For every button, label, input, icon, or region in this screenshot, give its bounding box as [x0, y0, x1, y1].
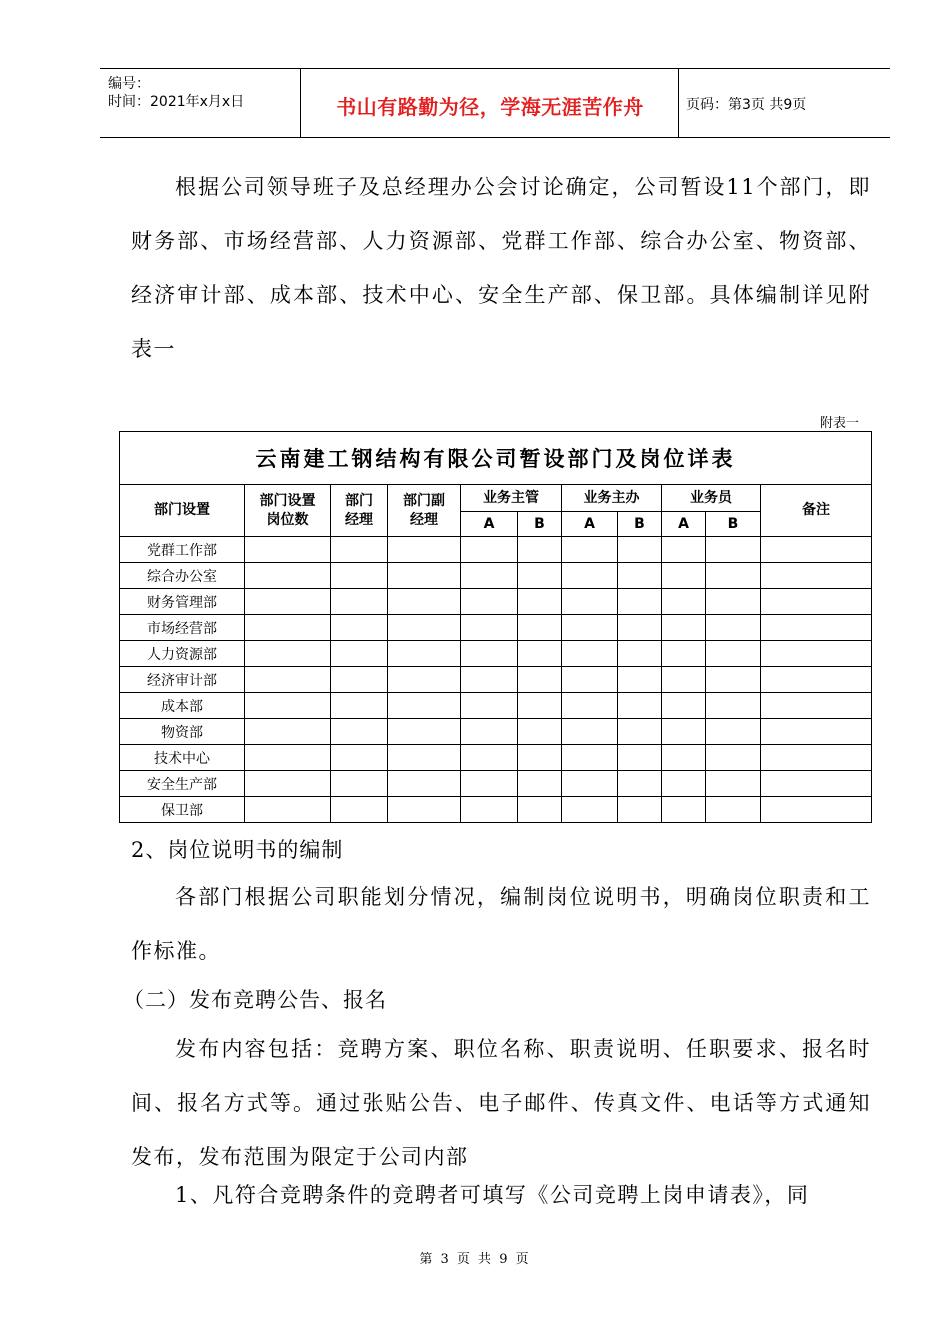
- empty-cell: [662, 537, 706, 563]
- header-manager-line2: 经理: [345, 511, 373, 528]
- page-footer: 第 3 页 共 9 页: [419, 1252, 531, 1267]
- empty-cell: [245, 667, 331, 693]
- empty-cell: [388, 745, 461, 771]
- header-remark: 备注: [761, 485, 872, 537]
- header-sub-a: A: [461, 512, 518, 537]
- empty-cell: [518, 589, 562, 615]
- empty-cell: [461, 745, 518, 771]
- dept-name-cell: 财务管理部: [120, 589, 245, 615]
- empty-cell: [562, 719, 618, 745]
- intro-paragraph: 根据公司领导班子及总经理办公会讨论确定，公司暂设11个部门，即财务部、市场经营部、人力资源部、党群工作部、综合办公室、物资部、经济审计部、成本部、技术中心、安全生产部、保卫部。具体编制详见附表一: [131, 175, 871, 361]
- table-row: [120, 745, 872, 771]
- empty-cell: [761, 563, 872, 589]
- header-divider: [678, 69, 679, 137]
- empty-cell: [618, 797, 662, 823]
- header-deputy-line1: 部门副: [403, 492, 445, 509]
- table-row: [120, 693, 872, 719]
- empty-cell: [461, 667, 518, 693]
- empty-cell: [761, 693, 872, 719]
- empty-cell: [562, 693, 618, 719]
- page-header: [100, 68, 890, 138]
- empty-cell: [618, 641, 662, 667]
- empty-cell: [618, 693, 662, 719]
- dept-name-cell: 保卫部: [120, 797, 245, 823]
- empty-cell: [562, 537, 618, 563]
- table-row: [120, 771, 872, 797]
- section-b-item-1: 1、凡符合竞聘条件的竞聘者可填写《公司竞聘上岗申请表》，同: [175, 1183, 810, 1207]
- header-sub-b: B: [518, 512, 562, 537]
- header-manager-line1: 部门: [345, 492, 373, 509]
- empty-cell: [331, 667, 388, 693]
- empty-cell: [706, 771, 761, 797]
- empty-cell: [662, 771, 706, 797]
- empty-cell: [245, 745, 331, 771]
- empty-cell: [562, 589, 618, 615]
- header-sub-b: B: [706, 512, 761, 537]
- empty-cell: [761, 797, 872, 823]
- empty-cell: [618, 537, 662, 563]
- empty-cell: [388, 589, 461, 615]
- empty-cell: [706, 693, 761, 719]
- table-row: [120, 537, 872, 563]
- empty-cell: [706, 667, 761, 693]
- table-row: [120, 667, 872, 693]
- empty-cell: [518, 771, 562, 797]
- empty-cell: [618, 745, 662, 771]
- table-row: [120, 589, 872, 615]
- section-b-paragraph: 发布内容包括：竞聘方案、职位名称、职责说明、任职要求、报名时间、报名方式等。通过张贴公告、电子邮件、传真文件、电话等方式通知发布，发布范围为限定于公司内部: [131, 1037, 871, 1169]
- empty-cell: [245, 797, 331, 823]
- section-2-paragraph: 各部门根据公司职能划分情况，编制岗位说明书，明确岗位职责和工作标准。: [131, 885, 871, 963]
- empty-cell: [518, 667, 562, 693]
- empty-cell: [331, 693, 388, 719]
- empty-cell: [518, 693, 562, 719]
- empty-cell: [761, 615, 872, 641]
- header-position-count-line1: 部门设置: [259, 492, 316, 509]
- empty-cell: [618, 615, 662, 641]
- header-officer: 业务主办: [562, 485, 662, 512]
- empty-cell: [461, 641, 518, 667]
- empty-cell: [518, 615, 562, 641]
- empty-cell: [618, 667, 662, 693]
- table-title: 云南建工钢结构有限公司暂设部门及岗位详表: [120, 432, 872, 485]
- empty-cell: [331, 589, 388, 615]
- dept-name-cell: 安全生产部: [120, 771, 245, 797]
- empty-cell: [618, 719, 662, 745]
- empty-cell: [388, 641, 461, 667]
- header-position-count-line2: 岗位数: [266, 511, 309, 528]
- empty-cell: [706, 563, 761, 589]
- table-row: [120, 797, 872, 823]
- empty-cell: [461, 589, 518, 615]
- empty-cell: [331, 797, 388, 823]
- header-manager: [331, 485, 388, 537]
- empty-cell: [245, 615, 331, 641]
- empty-cell: [461, 693, 518, 719]
- empty-cell: [245, 589, 331, 615]
- department-table: [119, 431, 872, 823]
- header-page-number: 页码：第3页 共9页: [686, 97, 807, 113]
- empty-cell: [618, 589, 662, 615]
- dept-name-cell: 人力资源部: [120, 641, 245, 667]
- header-sub-a: A: [662, 512, 706, 537]
- empty-cell: [562, 563, 618, 589]
- empty-cell: [245, 693, 331, 719]
- empty-cell: [662, 589, 706, 615]
- header-dept: 部门设置: [120, 485, 245, 537]
- empty-cell: [761, 771, 872, 797]
- empty-cell: [706, 719, 761, 745]
- empty-cell: [388, 615, 461, 641]
- empty-cell: [461, 797, 518, 823]
- empty-cell: [331, 771, 388, 797]
- empty-cell: [331, 615, 388, 641]
- attachment-note: 附表一: [820, 416, 860, 431]
- empty-cell: [331, 641, 388, 667]
- dept-name-cell: 综合办公室: [120, 563, 245, 589]
- empty-cell: [761, 537, 872, 563]
- table-row: [120, 615, 872, 641]
- empty-cell: [706, 537, 761, 563]
- table-row: [120, 719, 872, 745]
- dept-name-cell: 成本部: [120, 693, 245, 719]
- header-motto: 书山有路勤为径，学海无涯苦作舟: [336, 95, 644, 119]
- dept-name-cell: 党群工作部: [120, 537, 245, 563]
- empty-cell: [618, 771, 662, 797]
- empty-cell: [518, 719, 562, 745]
- empty-cell: [245, 641, 331, 667]
- empty-cell: [518, 797, 562, 823]
- empty-cell: [662, 667, 706, 693]
- empty-cell: [562, 615, 618, 641]
- document-time-label: 时间：2021年x月x日: [108, 94, 245, 110]
- empty-cell: [662, 615, 706, 641]
- header-deputy-line2: 经理: [410, 511, 438, 528]
- empty-cell: [761, 667, 872, 693]
- empty-cell: [662, 641, 706, 667]
- empty-cell: [245, 771, 331, 797]
- empty-cell: [562, 797, 618, 823]
- empty-cell: [331, 745, 388, 771]
- table-body: [120, 537, 872, 823]
- header-staff: 业务员: [662, 485, 761, 512]
- empty-cell: [562, 667, 618, 693]
- empty-cell: [706, 589, 761, 615]
- empty-cell: [706, 615, 761, 641]
- header-position-count: [245, 485, 331, 537]
- empty-cell: [662, 693, 706, 719]
- empty-cell: [562, 745, 618, 771]
- empty-cell: [662, 563, 706, 589]
- empty-cell: [706, 745, 761, 771]
- empty-cell: [618, 563, 662, 589]
- empty-cell: [706, 797, 761, 823]
- document-number-label: 编号：: [108, 76, 150, 92]
- empty-cell: [761, 589, 872, 615]
- empty-cell: [562, 771, 618, 797]
- empty-cell: [388, 537, 461, 563]
- empty-cell: [388, 771, 461, 797]
- empty-cell: [245, 563, 331, 589]
- empty-cell: [245, 719, 331, 745]
- dept-name-cell: 物资部: [120, 719, 245, 745]
- empty-cell: [518, 537, 562, 563]
- empty-cell: [461, 615, 518, 641]
- empty-cell: [331, 719, 388, 745]
- empty-cell: [518, 563, 562, 589]
- empty-cell: [461, 537, 518, 563]
- empty-cell: [388, 693, 461, 719]
- table-row: [120, 563, 872, 589]
- dept-name-cell: 经济审计部: [120, 667, 245, 693]
- header-sub-a: A: [562, 512, 618, 537]
- dept-name-cell: 技术中心: [120, 745, 245, 771]
- empty-cell: [388, 797, 461, 823]
- empty-cell: [388, 667, 461, 693]
- empty-cell: [461, 719, 518, 745]
- header-divider: [300, 69, 301, 137]
- empty-cell: [388, 719, 461, 745]
- empty-cell: [245, 537, 331, 563]
- empty-cell: [662, 797, 706, 823]
- table-row: [120, 641, 872, 667]
- header-sub-b: B: [618, 512, 662, 537]
- empty-cell: [331, 537, 388, 563]
- empty-cell: [706, 641, 761, 667]
- empty-cell: [761, 641, 872, 667]
- empty-cell: [461, 771, 518, 797]
- header-deputy-manager: [388, 485, 461, 537]
- header-supervisor: 业务主管: [461, 485, 562, 512]
- section-b-heading: （二）发布竞聘公告、报名: [123, 988, 387, 1012]
- empty-cell: [518, 745, 562, 771]
- empty-cell: [562, 641, 618, 667]
- empty-cell: [761, 719, 872, 745]
- empty-cell: [662, 719, 706, 745]
- section-2-heading: 2、岗位说明书的编制: [131, 838, 344, 862]
- empty-cell: [761, 745, 872, 771]
- empty-cell: [461, 563, 518, 589]
- empty-cell: [518, 641, 562, 667]
- dept-name-cell: 市场经营部: [120, 615, 245, 641]
- empty-cell: [662, 745, 706, 771]
- empty-cell: [388, 563, 461, 589]
- empty-cell: [331, 563, 388, 589]
